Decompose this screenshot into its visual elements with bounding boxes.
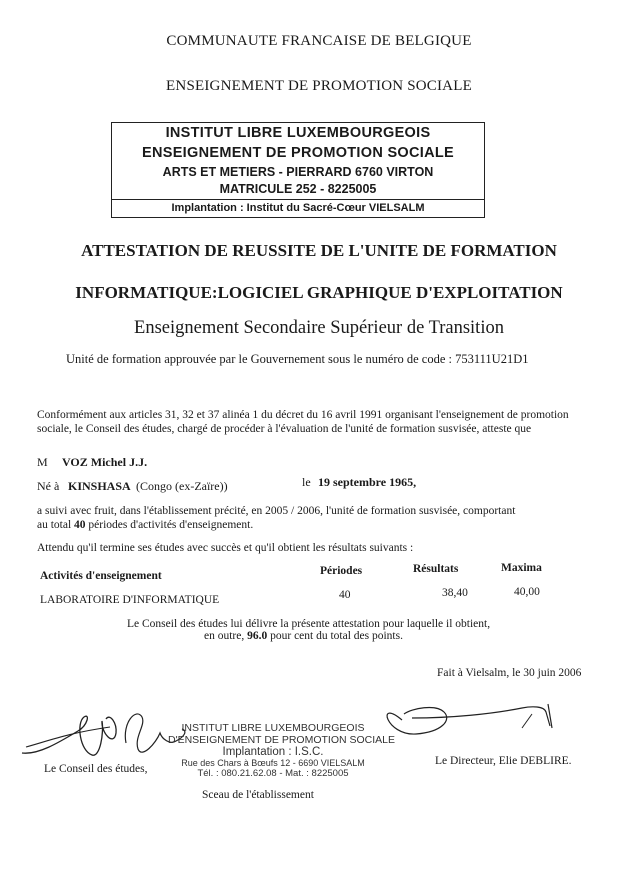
stamp-line1: INSTITUT LIBRE LUXEMBOURGEOIS: [181, 722, 365, 734]
header-max: Maxima: [501, 562, 542, 574]
stamp-line5: Tél. : 080.21.62.08 - Mat. : 8225005: [197, 768, 349, 779]
row-max: 40,00: [514, 586, 540, 598]
place-date: Fait à Vielsalm, le 30 juin 2006: [437, 667, 582, 679]
total-periods: 40: [74, 519, 86, 531]
header-results: Résultats: [413, 563, 459, 575]
institution-matricule: MATRICULE 252 - 8225005: [219, 182, 377, 196]
completion-prefix: au total: [37, 519, 72, 531]
conclusion-line2: [204, 630, 403, 642]
conclusion-prefix: en outre,: [204, 630, 245, 642]
level-title: Enseignement Secondaire Supérieur de Transition: [134, 318, 504, 338]
stamp: [168, 722, 396, 779]
completion-suffix: périodes d'activités d'enseignement.: [88, 519, 254, 531]
student-name: VOZ Michel J.J.: [62, 455, 148, 469]
director-label: Le Directeur, Elie DEBLIRE.: [435, 755, 572, 767]
attestation-title: ATTESTATION DE REUSSITE DE L'UNITE DE FORMATION: [81, 241, 557, 260]
header-community: COMMUNAUTE FRANCAISE DE BELGIQUE: [166, 33, 472, 49]
percentage: 96.0: [247, 630, 268, 642]
birthdate: 19 septembre 1965,: [318, 475, 417, 489]
stamp-caption: Sceau de l'établissement: [202, 789, 314, 801]
stamp-line2: D'ENSEIGNEMENT DE PROMOTION SOCIALE: [168, 734, 396, 746]
born-label: Né à: [37, 479, 60, 493]
row-activity: LABORATOIRE D'INFORMATIQUE: [40, 594, 220, 606]
header-periods: Périodes: [320, 565, 363, 577]
institution-address: ARTS ET METIERS - PIERRARD 6760 VIRTON: [162, 165, 434, 179]
row-periods: 40: [339, 589, 351, 601]
director-signature: [372, 690, 572, 750]
conclusion-line1: Le Conseil des études lui délivre la présente attestation pour laquelle il obtient,: [127, 618, 491, 630]
stamp-line3: Implantation : I.S.C.: [222, 746, 324, 758]
header-education-type: ENSEIGNEMENT DE PROMOTION SOCIALE: [166, 78, 472, 94]
institution-box: [111, 122, 485, 218]
approval-line: Unité de formation approuvée par le Gouvernement sous le numéro de code : 753111U21D1: [66, 352, 529, 366]
legal-paragraph: [37, 408, 569, 436]
box-divider: [112, 199, 484, 200]
council-label: Le Conseil des études,: [44, 763, 148, 775]
legal-paragraph-line1: Conformément aux articles 31, 32 et 37 alinéa 1 du décret du 16 avril 1991 organisant l'enseignement de promotion: [37, 409, 569, 421]
birthdate-prefix: le: [302, 475, 311, 489]
completion-line2: [37, 519, 253, 531]
institution-name: INSTITUT LIBRE LUXEMBOURGEOIS: [165, 125, 431, 141]
stamp-line4: Rue des Chars à Bœufs 12 - 6690 VIELSALM: [181, 758, 365, 768]
results-intro: Attendu qu'il termine ses études avec succès et qu'il obtient les résultats suivants :: [37, 542, 414, 554]
birthplace-country: (Congo (ex-Zaïre)): [136, 479, 228, 493]
header-activity: Activités d'enseignement: [40, 570, 162, 582]
row-results: 38,40: [442, 587, 468, 599]
birthplace: KINSHASA: [68, 479, 131, 493]
completion-line1: a suivi avec fruit, dans l'établissement précité, en 2005 / 2006, l'unité de formation susvisée, comportant: [37, 505, 516, 517]
institution-implantation: Implantation : Institut du Sacré-Cœur VIELSALM: [171, 202, 425, 214]
salutation: M: [37, 455, 48, 469]
institution-type: ENSEIGNEMENT DE PROMOTION SOCIALE: [141, 145, 454, 161]
unit-title: INFORMATIQUE:LOGICIEL GRAPHIQUE D'EXPLOITATION: [75, 283, 563, 302]
legal-paragraph-line2: sociale, le Conseil des études, chargé de procéder à l'évaluation de l'unité de formation susvisée, atteste que: [37, 423, 532, 435]
conclusion-suffix: pour cent du total des points.: [270, 630, 403, 642]
